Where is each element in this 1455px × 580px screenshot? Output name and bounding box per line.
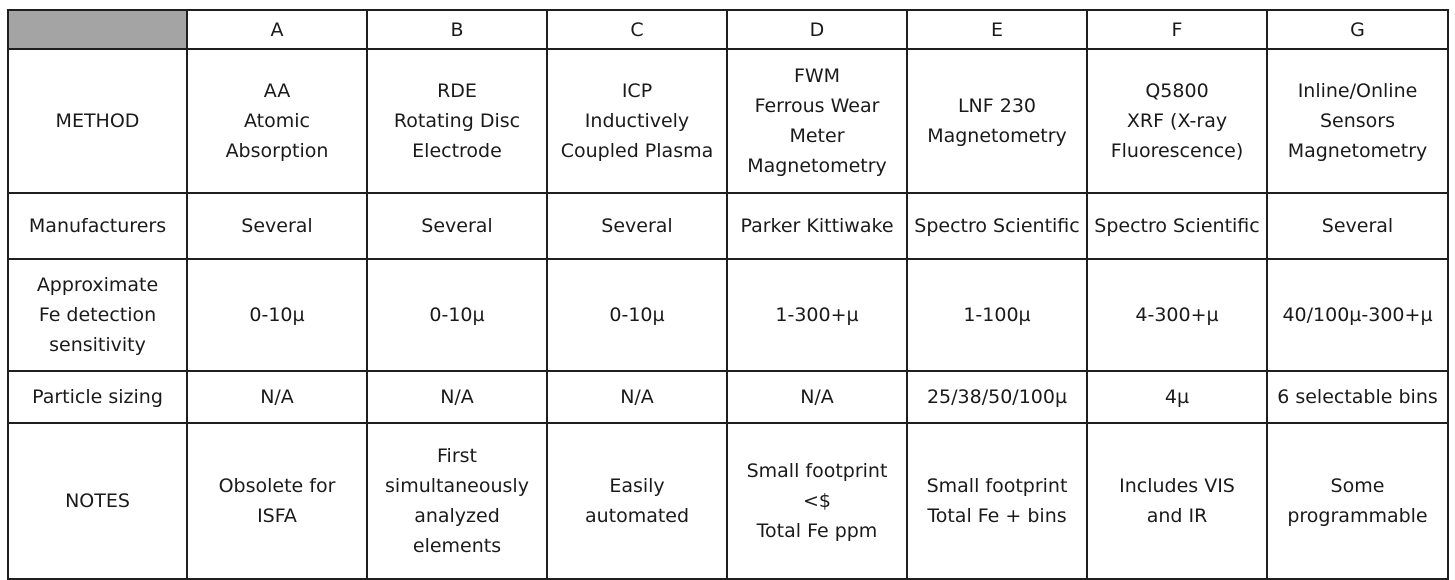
notes-line: programmable [1287, 505, 1428, 527]
method-row [8, 49, 1448, 193]
method-line: Rotating Disc [393, 110, 521, 132]
notes-line: and IR [1146, 505, 1208, 527]
notes-line: Small footprint [926, 475, 1068, 497]
notes-cell [367, 423, 547, 579]
column-header: A [187, 10, 367, 49]
method-cell [1087, 49, 1267, 193]
sensitivity-cell: 4-300+µ [1087, 259, 1267, 371]
method-line: LNF 230 [957, 95, 1037, 117]
method-line: Sensors [1319, 110, 1396, 132]
method-line: AA [263, 80, 291, 102]
particle-sizing-cell: N/A [547, 371, 727, 423]
notes-cell [187, 423, 367, 579]
column-header: E [907, 10, 1087, 49]
method-cell [547, 49, 727, 193]
method-line: Meter [789, 125, 845, 147]
column-header: C [547, 10, 727, 49]
manufacturer-cell: Several [187, 193, 367, 259]
method-line: Inline/Online [1297, 80, 1418, 102]
particle-sizing-cell: 6 selectable bins [1267, 371, 1448, 423]
sensitivity-row [8, 259, 1448, 371]
notes-line: Small footprint [746, 460, 888, 482]
comparison-table [7, 9, 1449, 580]
method-line: Fluorescence) [1110, 140, 1244, 162]
header-row [8, 10, 1448, 49]
method-cell [727, 49, 907, 193]
notes-cell [907, 423, 1087, 579]
notes-cell [727, 423, 907, 579]
row-label-line: sensitivity [49, 334, 146, 356]
column-header: G [1267, 10, 1448, 49]
manufacturer-cell: Spectro Scientific [907, 193, 1087, 259]
particle-sizing-row [8, 371, 1448, 423]
method-line: ICP [621, 80, 653, 102]
column-header: D [727, 10, 907, 49]
particle-sizing-cell: N/A [367, 371, 547, 423]
notes-line: elements [412, 535, 502, 557]
method-cell [907, 49, 1087, 193]
method-line: Electrode [412, 140, 502, 162]
notes-line: First [437, 445, 477, 467]
manufacturer-cell: Several [547, 193, 727, 259]
method-cell [1267, 49, 1448, 193]
notes-line: Total Fe ppm [756, 520, 878, 542]
corner-cell [8, 10, 187, 49]
method-line: Magnetometry [927, 125, 1067, 147]
row-label-line: Fe detection [38, 304, 157, 326]
sensitivity-cell: 0-10µ [187, 259, 367, 371]
particle-sizing-cell: N/A [727, 371, 907, 423]
method-line: Absorption [225, 140, 329, 162]
method-line: XRF (X-ray [1126, 110, 1228, 132]
particle-sizing-cell: 25/38/50/100µ [907, 371, 1087, 423]
method-cell [187, 49, 367, 193]
notes-row [8, 423, 1448, 579]
row-label-notes: NOTES [8, 423, 187, 579]
notes-line: Includes VIS [1119, 475, 1235, 497]
particle-sizing-cell: 4µ [1087, 371, 1267, 423]
notes-line: Total Fe + bins [927, 505, 1067, 527]
notes-line: Easily [609, 475, 665, 497]
column-header: B [367, 10, 547, 49]
manufacturer-cell: Parker Kittiwake [727, 193, 907, 259]
method-line: Magnetometry [1287, 140, 1428, 162]
manufacturers-row [8, 193, 1448, 259]
notes-line: analyzed [414, 505, 500, 527]
sensitivity-cell: 40/100µ-300+µ [1267, 259, 1448, 371]
method-line: Q5800 [1145, 80, 1209, 102]
notes-cell [1087, 423, 1267, 579]
method-line: Inductively [584, 110, 690, 132]
sensitivity-cell: 1-300+µ [727, 259, 907, 371]
row-label-manufacturers: Manufacturers [8, 193, 187, 259]
column-header: F [1087, 10, 1267, 49]
particle-sizing-cell: N/A [187, 371, 367, 423]
notes-line: simultaneously [385, 475, 529, 497]
notes-cell [547, 423, 727, 579]
sensitivity-cell: 0-10µ [547, 259, 727, 371]
method-line: RDE [437, 80, 477, 102]
row-label-method: METHOD [8, 49, 187, 193]
method-line: Ferrous Wear [754, 95, 880, 117]
notes-line: automated [584, 505, 690, 527]
notes-cell [1267, 423, 1448, 579]
method-line: Magnetometry [747, 155, 887, 177]
notes-line: Some [1330, 475, 1385, 497]
sensitivity-cell: 1-100µ [907, 259, 1087, 371]
method-line: Coupled Plasma [560, 140, 714, 162]
notes-line: <$ [802, 490, 831, 512]
manufacturer-cell: Several [1267, 193, 1448, 259]
sensitivity-cell: 0-10µ [367, 259, 547, 371]
row-label-particle-sizing: Particle sizing [8, 371, 187, 423]
row-label-sensitivity [8, 259, 187, 371]
row-label-line: Approximate [36, 274, 159, 296]
method-line: Atomic [244, 110, 310, 132]
method-line: FWM [793, 65, 841, 87]
manufacturer-cell: Several [367, 193, 547, 259]
notes-line: ISFA [257, 505, 297, 527]
method-cell [367, 49, 547, 193]
notes-line: Obsolete for [218, 475, 336, 497]
manufacturer-cell: Spectro Scientific [1087, 193, 1267, 259]
